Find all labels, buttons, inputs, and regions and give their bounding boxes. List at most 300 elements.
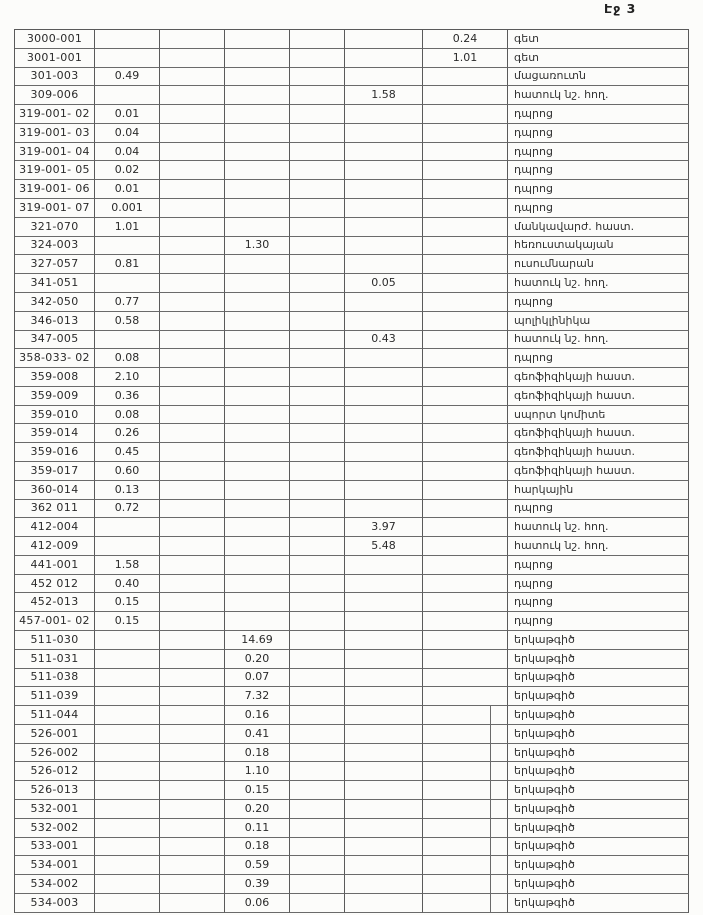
cell-area-b — [225, 218, 290, 237]
table-row — [15, 500, 689, 519]
cell-empty-2 — [290, 387, 345, 406]
cell-empty-2 — [290, 406, 345, 425]
cell-area-b — [225, 406, 290, 425]
cell-area-c — [345, 462, 423, 481]
cell-area-a: 0.49 — [95, 68, 160, 87]
table-row — [15, 781, 689, 800]
cell-empty-2 — [290, 669, 345, 688]
cell-area-c — [345, 631, 423, 650]
table-row — [15, 105, 689, 124]
cell-area-a — [95, 875, 160, 894]
cell-desc: երկաթգիծ — [508, 894, 689, 913]
cell-area-d — [423, 631, 508, 650]
cell-desc: մացառուտն — [508, 68, 689, 87]
table-row — [15, 894, 689, 913]
cell-area-d — [423, 838, 508, 857]
cell-area-c — [345, 762, 423, 781]
cell-code: 327-057 — [15, 255, 95, 274]
cell-empty-1 — [160, 781, 225, 800]
cell-area-d — [423, 237, 508, 256]
cell-area-d — [423, 781, 508, 800]
cell-empty-2 — [290, 424, 345, 443]
cell-empty-2 — [290, 68, 345, 87]
cell-empty-2 — [290, 650, 345, 669]
cell-area-a — [95, 30, 160, 49]
cell-area-c — [345, 575, 423, 594]
table-row — [15, 612, 689, 631]
cell-empty-2 — [290, 819, 345, 838]
cell-area-c — [345, 744, 423, 763]
cell-empty-2 — [290, 706, 345, 725]
cell-area-d — [423, 481, 508, 500]
cell-code: 301-003 — [15, 68, 95, 87]
cell-empty-2 — [290, 218, 345, 237]
cell-area-a — [95, 518, 160, 537]
cell-area-c — [345, 556, 423, 575]
cell-area-c: 1.58 — [345, 86, 423, 105]
cell-empty-1 — [160, 218, 225, 237]
cell-empty-2 — [290, 875, 345, 894]
cell-empty-2 — [290, 894, 345, 913]
table-row — [15, 30, 689, 49]
cell-area-d — [423, 68, 508, 87]
cell-code: 319-001- 04 — [15, 143, 95, 162]
cell-area-b: 0.59 — [225, 856, 290, 875]
cell-empty-1 — [160, 30, 225, 49]
cell-area-d — [423, 537, 508, 556]
cell-area-c — [345, 612, 423, 631]
cell-desc: մանկավարժ. հաստ. — [508, 218, 689, 237]
cell-empty-2 — [290, 274, 345, 293]
cell-area-b — [225, 500, 290, 519]
cell-area-a: 0.26 — [95, 424, 160, 443]
cell-area-c — [345, 199, 423, 218]
cell-desc: դպրոց — [508, 556, 689, 575]
table-row — [15, 255, 689, 274]
cell-empty-2 — [290, 199, 345, 218]
cell-area-a — [95, 725, 160, 744]
cell-empty-1 — [160, 331, 225, 350]
cell-code: 412-009 — [15, 537, 95, 556]
cell-area-a — [95, 762, 160, 781]
cell-empty-1 — [160, 819, 225, 838]
cell-area-a: 0.04 — [95, 124, 160, 143]
cell-desc: երկաթգիծ — [508, 650, 689, 669]
cell-area-c — [345, 875, 423, 894]
cell-area-a: 0.01 — [95, 180, 160, 199]
cell-empty-1 — [160, 143, 225, 162]
cell-code: 3000-001 — [15, 30, 95, 49]
cell-area-d — [423, 575, 508, 594]
cell-area-d — [423, 762, 508, 781]
cell-area-b — [225, 255, 290, 274]
cell-area-a: 1.58 — [95, 556, 160, 575]
cell-empty-2 — [290, 293, 345, 312]
cell-code: 347-005 — [15, 331, 95, 350]
cell-empty-1 — [160, 537, 225, 556]
cell-code: 511-030 — [15, 631, 95, 650]
cell-area-b — [225, 537, 290, 556]
cell-area-a — [95, 274, 160, 293]
cell-empty-1 — [160, 593, 225, 612]
cell-area-a: 0.13 — [95, 481, 160, 500]
cell-empty-1 — [160, 424, 225, 443]
cell-area-a — [95, 781, 160, 800]
cell-area-a: 1.01 — [95, 218, 160, 237]
cell-empty-2 — [290, 762, 345, 781]
cell-empty-1 — [160, 293, 225, 312]
cell-area-b — [225, 161, 290, 180]
cell-code: 319-001- 03 — [15, 124, 95, 143]
cell-area-d — [423, 875, 508, 894]
cell-area-c — [345, 30, 423, 49]
cell-code: 511-038 — [15, 669, 95, 688]
cell-empty-1 — [160, 669, 225, 688]
table-row — [15, 875, 689, 894]
table-row — [15, 593, 689, 612]
cell-empty-1 — [160, 49, 225, 68]
cell-desc: հատուկ նշ. հող. — [508, 86, 689, 105]
cell-desc: դպրոց — [508, 105, 689, 124]
cell-code: 359-010 — [15, 406, 95, 425]
cell-code: 324-003 — [15, 237, 95, 256]
cell-area-a: 0.40 — [95, 575, 160, 594]
cell-code: 532-001 — [15, 800, 95, 819]
cell-area-c — [345, 143, 423, 162]
cell-area-d — [423, 293, 508, 312]
cell-area-d — [423, 612, 508, 631]
table-row — [15, 424, 689, 443]
cell-code: 359-017 — [15, 462, 95, 481]
cell-code: 511-044 — [15, 706, 95, 725]
cell-desc: դպրոց — [508, 143, 689, 162]
cell-area-a — [95, 706, 160, 725]
cell-area-b: 0.11 — [225, 819, 290, 838]
cell-area-c — [345, 387, 423, 406]
table-row — [15, 331, 689, 350]
cell-area-a: 0.15 — [95, 612, 160, 631]
cell-area-d — [423, 143, 508, 162]
cell-area-a: 2.10 — [95, 368, 160, 387]
cell-area-a: 0.45 — [95, 443, 160, 462]
cell-area-a: 0.01 — [95, 105, 160, 124]
cell-area-a: 0.02 — [95, 161, 160, 180]
cell-desc: դպրոց — [508, 593, 689, 612]
cell-desc: երկաթգիծ — [508, 781, 689, 800]
cell-area-a: 0.72 — [95, 500, 160, 519]
cell-code: 359-016 — [15, 443, 95, 462]
table-row — [15, 237, 689, 256]
cell-area-b: 0.06 — [225, 894, 290, 913]
cell-code: 358-033- 02 — [15, 349, 95, 368]
cell-area-d — [423, 856, 508, 875]
cell-empty-2 — [290, 725, 345, 744]
cell-desc: հեռուստակայան — [508, 237, 689, 256]
cell-area-d — [423, 706, 508, 725]
cell-area-a — [95, 237, 160, 256]
cell-area-b: 0.18 — [225, 744, 290, 763]
table-row — [15, 143, 689, 162]
cell-area-a: 0.08 — [95, 406, 160, 425]
cell-area-c — [345, 725, 423, 744]
cell-empty-2 — [290, 105, 345, 124]
cell-area-c — [345, 706, 423, 725]
cell-area-d — [423, 349, 508, 368]
table-row — [15, 706, 689, 725]
cell-desc: սպորտ կոմիտե — [508, 406, 689, 425]
cell-area-a: 0.81 — [95, 255, 160, 274]
cell-area-b — [225, 199, 290, 218]
cell-area-c — [345, 124, 423, 143]
cell-empty-1 — [160, 312, 225, 331]
cell-area-c — [345, 650, 423, 669]
cell-empty-1 — [160, 255, 225, 274]
cell-desc: հատուկ նշ. հող. — [508, 537, 689, 556]
cell-empty-1 — [160, 631, 225, 650]
cell-code: 346-013 — [15, 312, 95, 331]
cell-code: 342-050 — [15, 293, 95, 312]
cell-area-c — [345, 349, 423, 368]
cell-area-c — [345, 800, 423, 819]
cell-area-b — [225, 593, 290, 612]
cell-empty-1 — [160, 124, 225, 143]
cell-area-d — [423, 669, 508, 688]
table-row — [15, 293, 689, 312]
cell-empty-1 — [160, 481, 225, 500]
cell-area-a — [95, 49, 160, 68]
table-row — [15, 481, 689, 500]
cell-code: 341-051 — [15, 274, 95, 293]
cell-area-a: 0.08 — [95, 349, 160, 368]
cell-area-b — [225, 556, 290, 575]
cell-empty-2 — [290, 575, 345, 594]
cell-area-d — [423, 331, 508, 350]
cell-empty-2 — [290, 86, 345, 105]
cell-area-b — [225, 349, 290, 368]
cell-area-d — [423, 424, 508, 443]
cell-area-c — [345, 819, 423, 838]
cell-empty-1 — [160, 86, 225, 105]
cell-area-a — [95, 744, 160, 763]
cell-area-b: 0.20 — [225, 650, 290, 669]
cell-code: 526-013 — [15, 781, 95, 800]
cell-desc: երկաթգիծ — [508, 706, 689, 725]
cell-area-d — [423, 255, 508, 274]
cell-area-b — [225, 462, 290, 481]
cell-empty-2 — [290, 838, 345, 857]
table-row — [15, 161, 689, 180]
cell-area-b — [225, 86, 290, 105]
cell-area-a: 0.58 — [95, 312, 160, 331]
cell-desc: գեոֆիզիկայի հաստ. — [508, 462, 689, 481]
cell-empty-2 — [290, 481, 345, 500]
cell-empty-1 — [160, 180, 225, 199]
cell-empty-2 — [290, 161, 345, 180]
table-row — [15, 725, 689, 744]
cell-desc: երկաթգիծ — [508, 631, 689, 650]
cell-empty-2 — [290, 143, 345, 162]
cell-area-d — [423, 312, 508, 331]
table-row — [15, 86, 689, 105]
cell-area-c — [345, 856, 423, 875]
cell-area-d: 1.01 — [423, 49, 508, 68]
cell-empty-2 — [290, 856, 345, 875]
cell-code: 532-002 — [15, 819, 95, 838]
cell-area-a — [95, 631, 160, 650]
cell-area-a — [95, 86, 160, 105]
cell-desc: երկաթգիծ — [508, 856, 689, 875]
land-parcel-table — [14, 29, 689, 913]
cell-empty-2 — [290, 631, 345, 650]
table-row — [15, 556, 689, 575]
cell-empty-2 — [290, 368, 345, 387]
cell-empty-1 — [160, 650, 225, 669]
cell-empty-1 — [160, 274, 225, 293]
cell-code: 511-039 — [15, 687, 95, 706]
cell-empty-2 — [290, 331, 345, 350]
table-row — [15, 312, 689, 331]
table-row — [15, 218, 689, 237]
cell-area-c — [345, 180, 423, 199]
cell-area-c — [345, 593, 423, 612]
cell-area-c — [345, 237, 423, 256]
cell-code: 452-013 — [15, 593, 95, 612]
cell-area-c — [345, 838, 423, 857]
table-row — [15, 443, 689, 462]
cell-empty-2 — [290, 744, 345, 763]
cell-area-d — [423, 161, 508, 180]
cell-empty-1 — [160, 725, 225, 744]
cell-empty-1 — [160, 612, 225, 631]
page-number-label: Էջ 3 — [604, 1, 637, 16]
cell-code: 359-014 — [15, 424, 95, 443]
cell-area-d — [423, 180, 508, 199]
cell-area-c — [345, 424, 423, 443]
cell-code: 309-006 — [15, 86, 95, 105]
cell-empty-1 — [160, 762, 225, 781]
table-row — [15, 462, 689, 481]
cell-desc: երկաթգիծ — [508, 875, 689, 894]
cell-area-a — [95, 650, 160, 669]
table-row — [15, 744, 689, 763]
table-row — [15, 518, 689, 537]
scan-artifact-line — [490, 705, 491, 912]
cell-area-c — [345, 687, 423, 706]
cell-code: 321-070 — [15, 218, 95, 237]
cell-code: 359-008 — [15, 368, 95, 387]
table-row — [15, 49, 689, 68]
table-row — [15, 68, 689, 87]
cell-code: 526-001 — [15, 725, 95, 744]
cell-area-a — [95, 856, 160, 875]
cell-desc: դպրոց — [508, 349, 689, 368]
cell-empty-2 — [290, 500, 345, 519]
cell-area-b: 14.69 — [225, 631, 290, 650]
cell-desc: գեոֆիզիկայի հաստ. — [508, 368, 689, 387]
cell-empty-2 — [290, 800, 345, 819]
cell-empty-2 — [290, 593, 345, 612]
cell-area-b: 1.10 — [225, 762, 290, 781]
cell-empty-1 — [160, 199, 225, 218]
cell-area-b: 0.07 — [225, 669, 290, 688]
cell-desc: դպրոց — [508, 161, 689, 180]
table-row — [15, 650, 689, 669]
cell-area-d — [423, 819, 508, 838]
cell-empty-2 — [290, 124, 345, 143]
cell-desc: դպրոց — [508, 575, 689, 594]
cell-code: 534-003 — [15, 894, 95, 913]
cell-area-d: 0.24 — [423, 30, 508, 49]
cell-area-d — [423, 124, 508, 143]
cell-area-c — [345, 894, 423, 913]
cell-area-c: 5.48 — [345, 537, 423, 556]
cell-empty-1 — [160, 387, 225, 406]
cell-code: 534-002 — [15, 875, 95, 894]
cell-area-a — [95, 838, 160, 857]
cell-area-c — [345, 161, 423, 180]
cell-area-c — [345, 500, 423, 519]
cell-desc: երկաթգիծ — [508, 744, 689, 763]
cell-area-c — [345, 68, 423, 87]
cell-desc: երկաթգիծ — [508, 687, 689, 706]
cell-area-c — [345, 781, 423, 800]
cell-area-d — [423, 368, 508, 387]
cell-area-a — [95, 819, 160, 838]
cell-area-b — [225, 368, 290, 387]
table-row — [15, 631, 689, 650]
cell-area-c — [345, 218, 423, 237]
cell-desc: հատուկ նշ. հող. — [508, 518, 689, 537]
cell-area-b: 0.15 — [225, 781, 290, 800]
cell-desc: երկաթգիծ — [508, 800, 689, 819]
cell-area-d — [423, 556, 508, 575]
table-row — [15, 537, 689, 556]
cell-empty-2 — [290, 312, 345, 331]
cell-area-a — [95, 669, 160, 688]
table-row — [15, 199, 689, 218]
cell-area-b — [225, 612, 290, 631]
cell-code: 441-001 — [15, 556, 95, 575]
table-row — [15, 124, 689, 143]
cell-area-d — [423, 443, 508, 462]
cell-empty-1 — [160, 838, 225, 857]
cell-code: 319-001- 02 — [15, 105, 95, 124]
cell-area-b — [225, 312, 290, 331]
cell-area-a: 0.77 — [95, 293, 160, 312]
cell-area-d — [423, 462, 508, 481]
table-row — [15, 274, 689, 293]
cell-empty-2 — [290, 180, 345, 199]
cell-empty-1 — [160, 105, 225, 124]
table-row — [15, 406, 689, 425]
cell-desc: ուսումնարան — [508, 255, 689, 274]
cell-area-b: 0.18 — [225, 838, 290, 857]
cell-desc: դպրոց — [508, 124, 689, 143]
cell-area-c — [345, 443, 423, 462]
cell-area-a — [95, 687, 160, 706]
cell-area-d — [423, 387, 508, 406]
cell-desc: դպրոց — [508, 180, 689, 199]
cell-area-d — [423, 650, 508, 669]
cell-desc: դպրոց — [508, 500, 689, 519]
cell-area-a — [95, 537, 160, 556]
cell-empty-2 — [290, 30, 345, 49]
cell-area-b: 0.39 — [225, 875, 290, 894]
cell-area-d — [423, 800, 508, 819]
cell-empty-1 — [160, 856, 225, 875]
cell-area-b — [225, 481, 290, 500]
cell-desc: գետ — [508, 30, 689, 49]
